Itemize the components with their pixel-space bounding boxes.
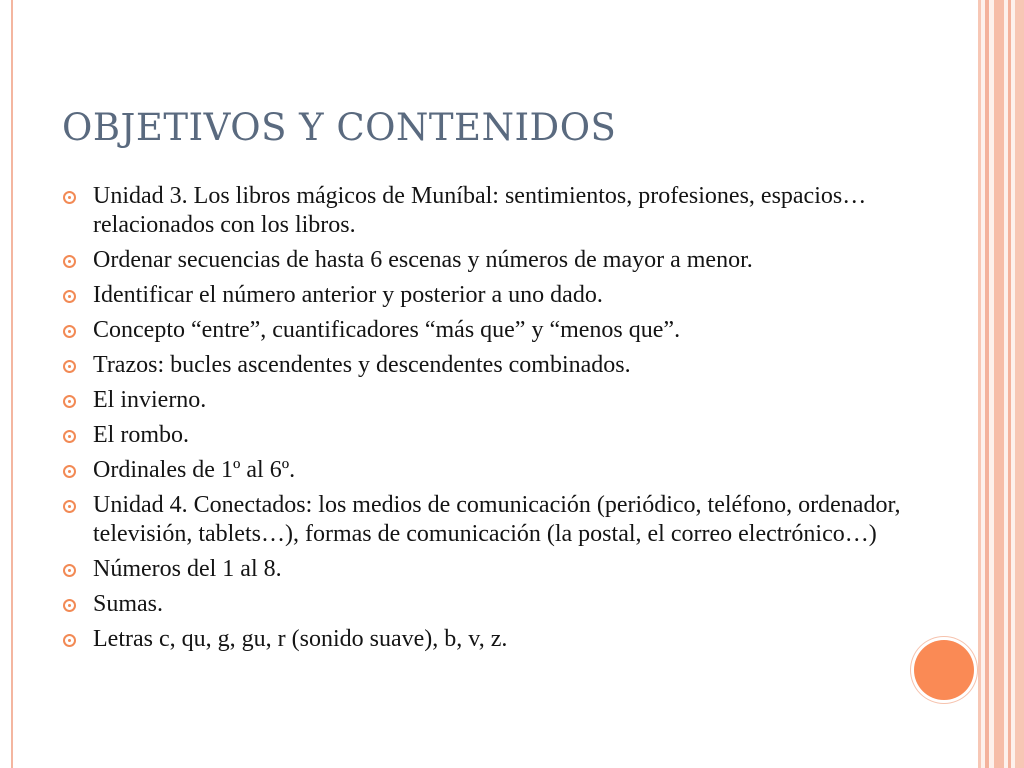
- list-item-text: Letras c, qu, g, gu, r (sonido suave), b, v, z.: [93, 626, 508, 652]
- list-item-text: El invierno.: [93, 387, 207, 413]
- circle-bullet-icon: [63, 255, 76, 268]
- circle-bullet-icon: [63, 564, 76, 577]
- list-item: [62, 246, 902, 275]
- circle-bullet-icon: [63, 465, 76, 478]
- circle-bullet-icon: [63, 360, 76, 373]
- bullet-list: [62, 182, 902, 660]
- circle-bullet-icon: [63, 191, 76, 204]
- list-item: [62, 590, 902, 619]
- list-item: [62, 386, 902, 415]
- circle-bullet-icon: [63, 290, 76, 303]
- list-item-text: Trazos: bucles ascendentes y descendentes combinados.: [93, 352, 631, 378]
- slide-title: OBJETIVOS Y CONTENIDOS: [62, 106, 617, 149]
- circle-bullet-icon: [63, 599, 76, 612]
- list-item-text: Números del 1 al 8.: [93, 556, 282, 582]
- circle-bullet-icon: [63, 395, 76, 408]
- right-stripe: [994, 0, 1004, 768]
- right-stripe: [1015, 0, 1024, 768]
- list-item: [62, 421, 902, 450]
- list-item: [62, 491, 902, 549]
- list-item-text: Unidad 3. Los libros mágicos de Muníbal: sentimientos, profesiones, espacios… relacionados con los libros.: [93, 183, 867, 238]
- list-item-text: Sumas.: [93, 591, 164, 617]
- list-item: [62, 555, 902, 584]
- orange-circle-icon: [914, 640, 974, 700]
- list-item: [62, 182, 902, 240]
- list-item-text: Ordinales de 1º al 6º.: [93, 457, 296, 483]
- circle-bullet-icon: [63, 634, 76, 647]
- right-stripe: [978, 0, 981, 768]
- circle-bullet-icon: [63, 500, 76, 513]
- list-item: [62, 625, 902, 654]
- list-item: [62, 316, 902, 345]
- list-item-text: El rombo.: [93, 422, 189, 448]
- list-item: [62, 351, 902, 380]
- list-item-text: Ordenar secuencias de hasta 6 escenas y números de mayor a menor.: [93, 247, 753, 273]
- list-item: [62, 456, 902, 485]
- right-stripe: [985, 0, 989, 768]
- left-border-rule: [11, 0, 13, 768]
- circle-bullet-icon: [63, 430, 76, 443]
- list-item-text: Identificar el número anterior y posterior a uno dado.: [93, 282, 603, 308]
- list-item: [62, 281, 902, 310]
- right-stripe: [1008, 0, 1011, 768]
- circle-bullet-icon: [63, 325, 76, 338]
- list-item-text: Unidad 4. Conectados: los medios de comunicación (periódico, teléfono, ordenador, televisión, tablets…), formas de comunicación (la postal, el correo electrónico…): [93, 492, 901, 547]
- list-item-text: Concepto “entre”, cuantificadores “más que” y “menos que”.: [93, 317, 681, 343]
